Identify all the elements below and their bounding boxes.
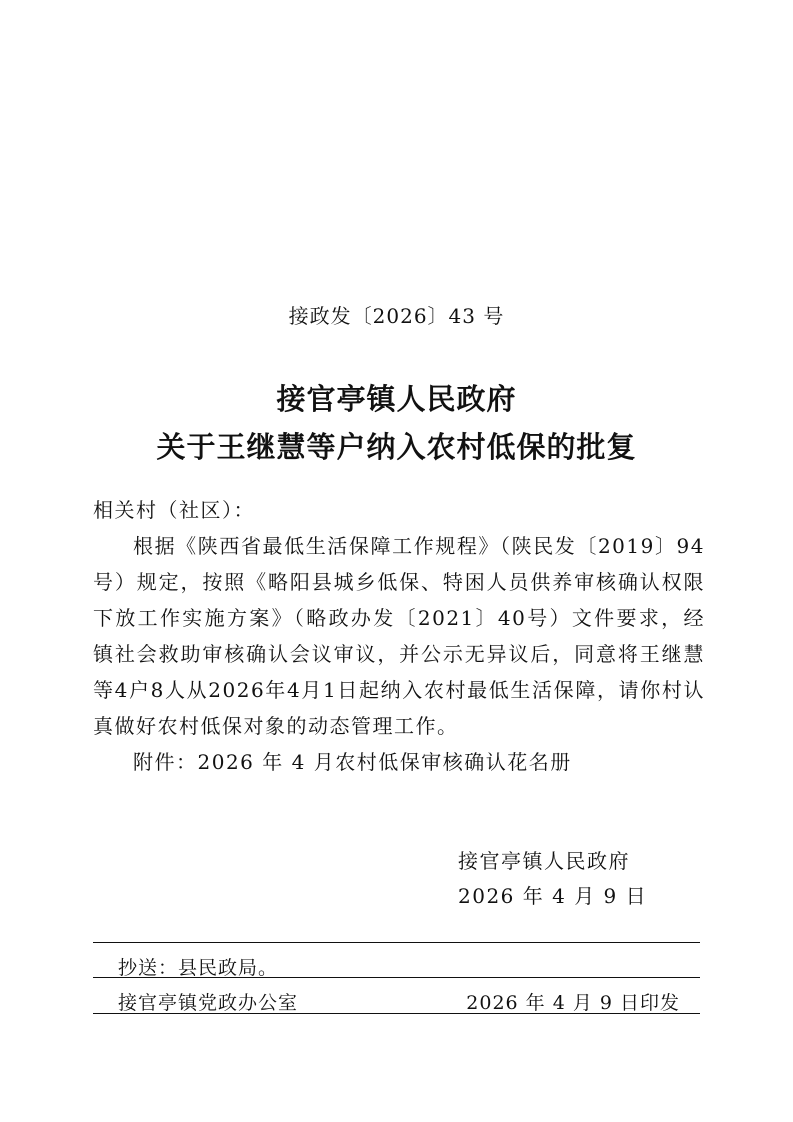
document-title-line2: 关于王继慧等户纳入农村低保的批复 — [156, 430, 637, 464]
footer-office: 接官亭镇党政办公室 — [118, 992, 299, 1014]
divider-bottom — [93, 1013, 700, 1014]
cc-line: 抄送：县民政局。 — [118, 957, 279, 979]
body-paragraph: 根据《陕西省最低生活保障工作规程》（陕民发〔2019〕94号）规定，按照《略阳县城乡低保、特困人员供养审核确认权限下放工作实施方案》（略政办发〔2021〕40号）文件要求，经镇社会救助审核确认会议审议，并公示无异议后，同意将王继慧等4户8人从2026年4月1日起纳入农村最低生活保障，请你村认真做好农村低保对象的动态管理工作。 — [93, 534, 705, 738]
signature-organization: 接官亭镇人民政府 — [458, 849, 630, 873]
document-title-line1: 接官亭镇人民政府 — [276, 382, 517, 416]
document-body — [93, 492, 705, 780]
salutation: 相关村（社区）： — [93, 498, 255, 522]
divider-middle — [93, 977, 700, 978]
footer-print-date: 2026 年 4 月 9 日印发 — [466, 992, 680, 1014]
attachment-note: 附件：2026 年 4 月农村低保审核确认花名册 — [133, 750, 572, 774]
divider-top — [93, 942, 700, 943]
signature-date: 2026 年 4 月 9 日 — [458, 884, 648, 908]
document-number: 接政发〔2026〕43 号 — [288, 304, 505, 328]
